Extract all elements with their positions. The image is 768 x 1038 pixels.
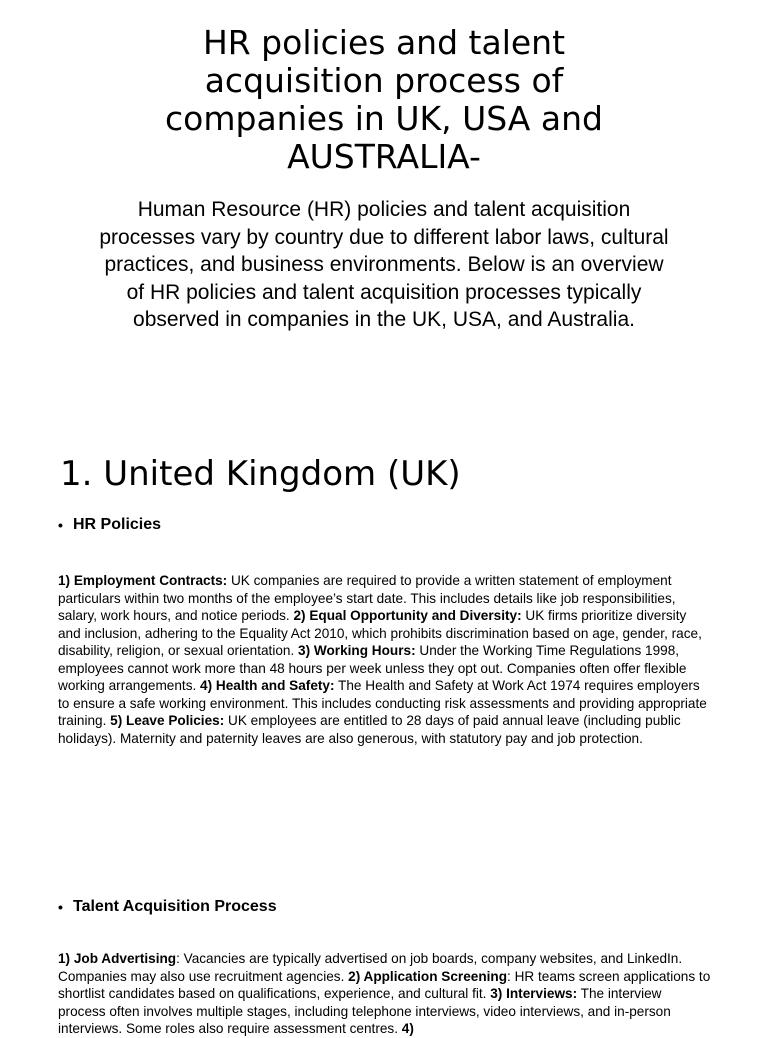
acquisition-item [402, 1021, 414, 1036]
policy-item-label: 5) Leave Policies: [110, 713, 225, 728]
hr-policies-bullet [58, 514, 161, 536]
hr-policies-label: HR Policies [73, 516, 162, 533]
policy-item-text: Under the Working Time Regulations 1998, employees cannot work more than 48 hours per week unless they opt out. Companies often offer flexible working arrangements. [58, 643, 687, 693]
acquisition-item-label: 4) [401, 1021, 414, 1036]
bullet-dot-icon: • [58, 517, 63, 533]
acquisition-item-label: 2) Application Screening [348, 968, 508, 984]
policy-item-label: 4) Health and Safety: [200, 678, 335, 693]
talent-acquisition-bullet [58, 896, 277, 918]
acquisition-item-text: : HR teams screen applications to shortlist candidates based on qualifications, experience, and cultural fit. [58, 968, 711, 1001]
section-heading-uk: 1. United Kingdom (UK) [60, 454, 461, 494]
policy-item-label: 3) Working Hours: [298, 643, 416, 658]
bullet-dot-icon: • [58, 899, 63, 915]
policy-item-text: The Health and Safety at Work Act 1974 requires employers to ensure a safe working environment. This includes conducting risk assessments and providing appropriate training. [58, 678, 707, 728]
acquisition-item-label: 1) Job Advertising [58, 951, 177, 966]
policy-item-text: UK companies are required to provide a written statement of employment particulars within two months of the employee’s start date. This includes details like job responsibilities, salary, work hours, and notice periods. [58, 573, 676, 623]
policy-item-label: 2) Equal Opportunity and Diversity: [293, 608, 522, 623]
talent-acquisition-paragraph [58, 950, 712, 1038]
policy-item-label: 1) Employment Contracts: [58, 573, 228, 588]
policy-item-text: UK employees are entitled to 28 days of paid annual leave (including public holidays). Maternity and paternity leaves are also generous, with statutory pay and job protection. [58, 713, 681, 746]
intro-paragraph: Human Resource (HR) policies and talent acquisition processes vary by country due to different labor laws, cultural practices, and business environments. Below is an overview of HR policies and talent acquisition processes typically observed in companies in the UK, USA, and Australia. [99, 198, 669, 332]
acquisition-item-label: 3) Interviews: [490, 986, 578, 1001]
acquisition-item-text: The interview process often involves multiple stages, including telephone interviews, video interviews, and in-person interviews. Some roles also require assessment centres. [58, 986, 671, 1036]
acquisition-item-text: : Vacancies are typically advertised on job boards, company websites, and LinkedIn. Companies may also use recruitment agencies. [58, 951, 683, 984]
hr-policies-paragraph [58, 572, 712, 747]
policy-item [58, 713, 681, 746]
document-title: HR policies and talent acquisition process of companies in UK, USA and AUSTRALIA- [165, 23, 603, 176]
policy-item-text: UK firms prioritize diversity and inclusion, adhering to the Equality Act 2010, which prohibits discrimination based on age, gender, race, disability, religion, or sexual orientation. [58, 608, 702, 658]
talent-acquisition-label: Talent Acquisition Process [73, 898, 277, 915]
